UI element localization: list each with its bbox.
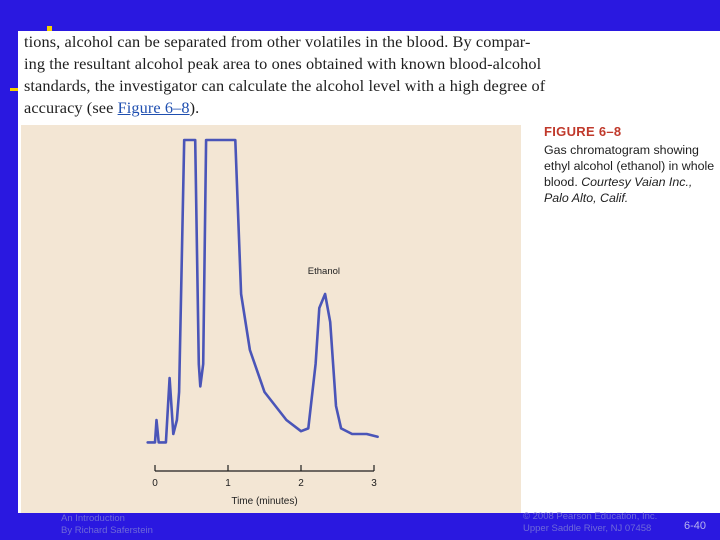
x-tick-label: 0 — [152, 478, 158, 489]
footer-copyright — [523, 511, 657, 535]
caption-credit: Courtesy Vaian Inc., Palo Alto, Calif. — [544, 175, 693, 205]
slide-number: 6-40 — [684, 520, 707, 532]
chromatogram-trace — [148, 140, 378, 442]
paragraph-line: tions, alcohol can be separated from other volatiles in the blood. By compar- — [24, 32, 531, 51]
paragraph-line: standards, the investigator can calculate the alcohol level with a high degree of — [24, 76, 546, 95]
paragraph-line — [24, 97, 569, 119]
footer-book-title: An Introduction — [61, 513, 125, 524]
figure-caption — [544, 124, 720, 206]
body-paragraph — [24, 31, 569, 119]
x-tick-label: 3 — [371, 478, 377, 489]
chromatogram-figure — [21, 125, 521, 513]
footer-book-info — [61, 513, 153, 537]
footer-publisher: © 2008 Pearson Education, Inc. — [523, 511, 658, 522]
chromatogram-chart — [21, 125, 521, 513]
x-axis-label: Time (minutes) — [231, 496, 298, 507]
textbook-page — [18, 31, 720, 513]
paragraph-line: ing the resultant alcohol peak area to ones obtained with known blood-alcohol — [24, 54, 542, 73]
paragraph-text: accuracy (see — [24, 98, 118, 117]
figure-reference-link[interactable]: Figure 6–8 — [117, 98, 190, 117]
footer-author: By Richard Saferstein — [61, 525, 153, 536]
footer-address: Upper Saddle River, NJ 07458 — [523, 523, 652, 534]
caption-title: FIGURE 6–8 — [544, 124, 622, 139]
x-tick-label: 2 — [298, 478, 304, 489]
ethanol-peak-label: Ethanol — [307, 266, 341, 277]
x-tick-label: 1 — [225, 478, 231, 489]
paragraph-text: ). — [189, 98, 200, 117]
caption-body: Gas chromatogram showing ethyl alcohol (ethanol) in whole blood. — [544, 143, 715, 189]
